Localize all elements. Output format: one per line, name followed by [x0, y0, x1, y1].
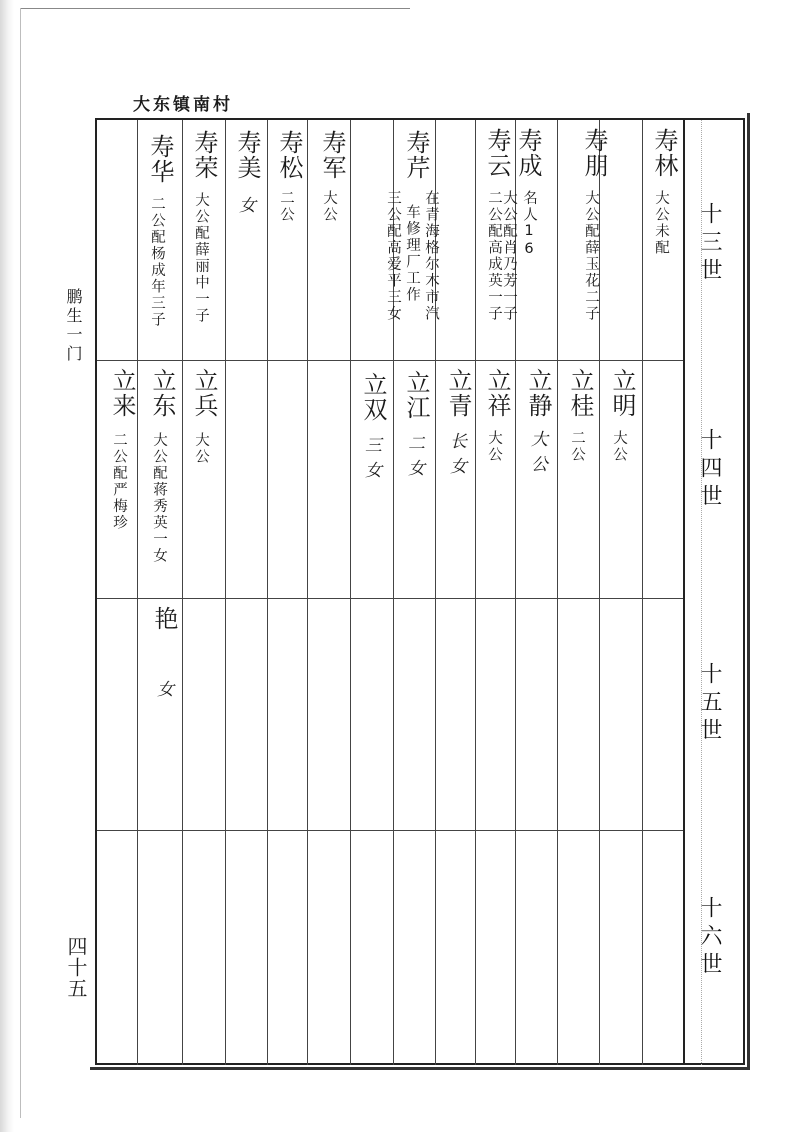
- person-note-handwritten: 女: [235, 196, 255, 221]
- person-note-extra: 三公配高爱平三女: [385, 190, 401, 322]
- col-divider: [267, 120, 268, 1065]
- person-note-extra: 名人16: [521, 190, 537, 259]
- person-name: 寿朋: [580, 128, 608, 178]
- person-note: 大公: [611, 430, 627, 463]
- person-note: 大公配蒋秀英一女: [151, 432, 167, 564]
- person-note: 二公: [569, 430, 585, 463]
- left-rule: [20, 8, 21, 1118]
- col-divider: [475, 120, 476, 1065]
- col-divider: [307, 120, 308, 1065]
- genealogy-table: [95, 118, 745, 1065]
- person-name: 寿云: [483, 128, 511, 178]
- row-divider-2: [97, 598, 683, 599]
- gen-16-label: 十六世: [697, 896, 722, 980]
- person-note: 大公: [321, 190, 337, 223]
- person-name: 立明: [608, 368, 636, 418]
- person-note-handwritten: 大公: [527, 430, 547, 480]
- person-note-handwritten: 三女: [361, 436, 381, 486]
- branch-label: 鹏生一门: [64, 288, 83, 364]
- person-note: 大公: [193, 432, 209, 465]
- person-name: 寿林: [650, 128, 678, 178]
- person-name: 寿军: [318, 130, 346, 180]
- col-divider: [137, 120, 138, 1065]
- person-name: 立双: [359, 372, 387, 422]
- person-name: 寿美: [233, 130, 261, 180]
- person-name: 立东: [148, 368, 176, 418]
- person-note: 大公配肖乃芳一子: [501, 190, 517, 322]
- person-name: 艳: [150, 606, 178, 631]
- person-note: 大公: [486, 430, 502, 463]
- person-name: 立祥: [483, 368, 511, 418]
- scan-edge: [0, 0, 14, 1132]
- gen-13-label: 十三世: [697, 202, 722, 286]
- row-divider-3: [97, 830, 683, 831]
- person-name: 寿成: [514, 128, 542, 178]
- col-divider: [599, 120, 600, 1065]
- person-name: 立来: [108, 368, 136, 418]
- person-note-extra: 车修理厂工作: [404, 204, 420, 303]
- person-name: 寿芹: [402, 130, 430, 180]
- col-divider: [225, 120, 226, 1065]
- person-note: 二公配杨成年三子: [149, 196, 165, 328]
- col-divider: [182, 120, 183, 1065]
- page-number: 四十五: [64, 936, 88, 999]
- col-divider: [557, 120, 558, 1065]
- village-header: 大东镇南村: [133, 95, 233, 115]
- person-name: 立静: [524, 368, 552, 418]
- person-name: 立青: [444, 368, 472, 418]
- person-note: 二公配严梅珍: [111, 432, 127, 531]
- person-name: 寿松: [275, 130, 303, 180]
- person-note: 大公配薛丽中一子: [193, 192, 209, 324]
- top-rule: [20, 8, 410, 9]
- person-note: 二公配高成英一子: [486, 190, 502, 322]
- person-name: 寿荣: [190, 130, 218, 180]
- col-divider: [642, 120, 643, 1065]
- col-divider: [350, 120, 351, 1065]
- person-note: 大公未配: [653, 190, 669, 256]
- person-note: 大公配薛玉花二子: [583, 190, 599, 322]
- row-divider-1: [97, 360, 683, 361]
- person-name: 立桂: [566, 368, 594, 418]
- person-note-handwritten: 女: [153, 680, 173, 705]
- person-name: 寿华: [146, 134, 174, 184]
- person-name: 立兵: [190, 368, 218, 418]
- person-note-handwritten: 二女: [404, 434, 424, 484]
- person-note: 在青海格尔木市汽: [423, 190, 439, 322]
- person-note: 二公: [278, 190, 294, 223]
- person-note-handwritten: 长女: [446, 432, 466, 482]
- gen-15-label: 十五世: [697, 662, 722, 746]
- generation-column-divider: [683, 120, 685, 1065]
- person-name: 立江: [402, 370, 430, 420]
- gen-14-label: 十四世: [697, 428, 722, 512]
